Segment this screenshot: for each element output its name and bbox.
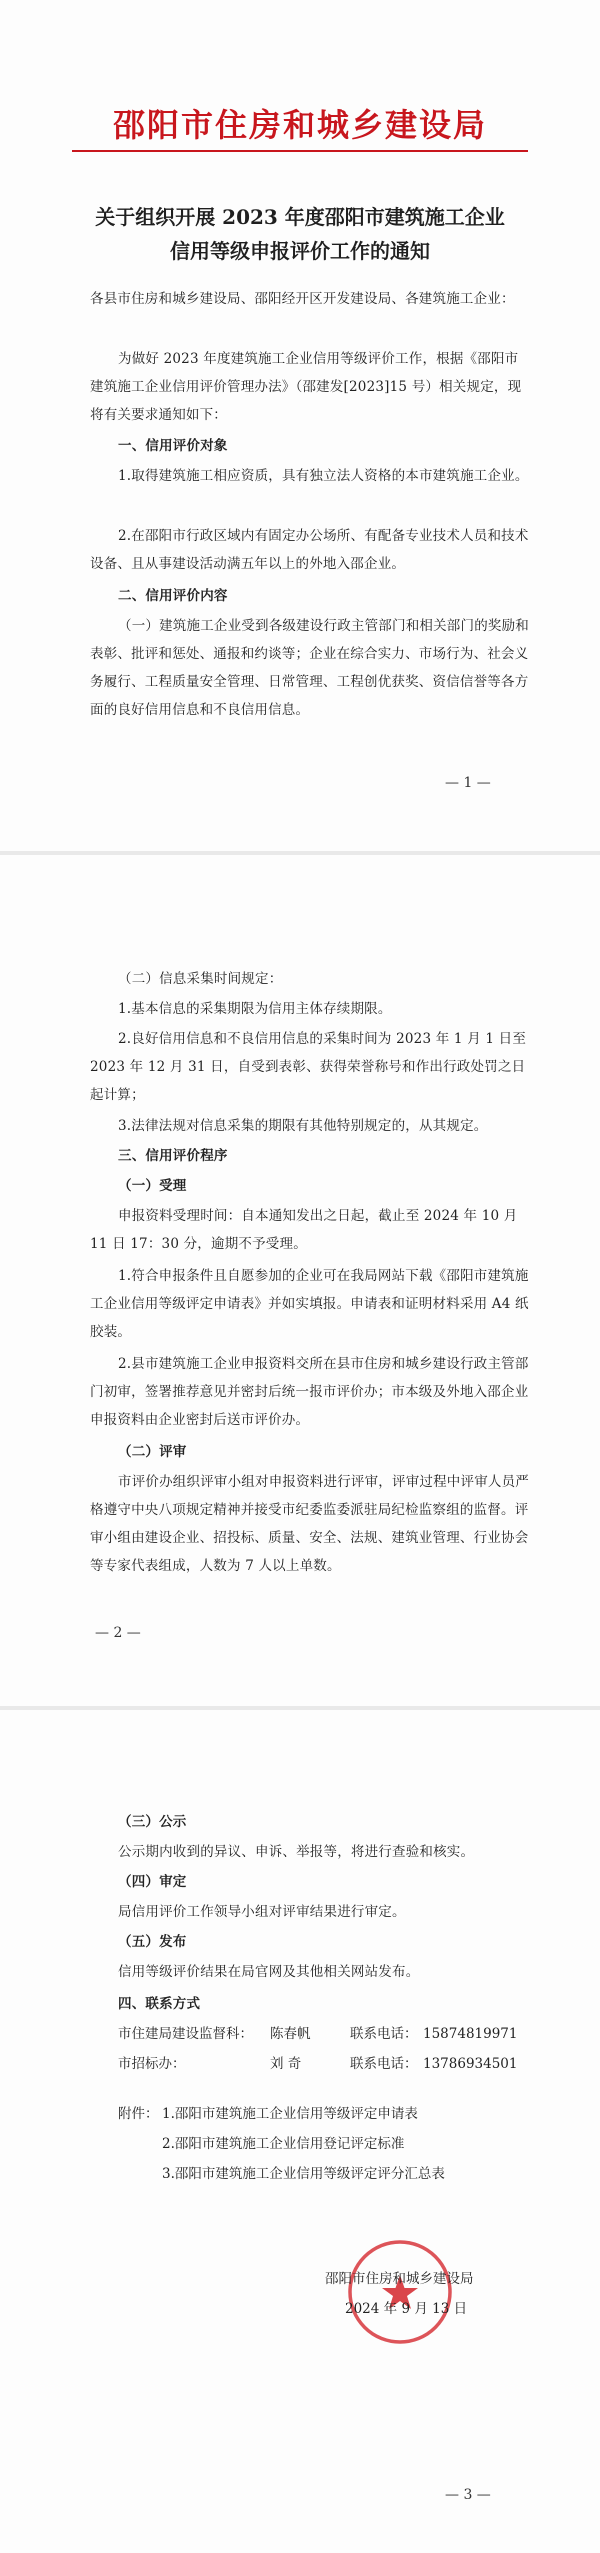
subsection-public: （三）公示 <box>118 1814 187 1830</box>
page-1 <box>0 0 600 851</box>
section-2-heading: 二、信用评价内容 <box>118 588 228 604</box>
attachment-item-2: 2.邵阳市建筑施工企业信用登记评定标准 <box>162 2136 405 2152</box>
signing-date: 2024 年 9 月 13 日 <box>345 2301 468 2317</box>
contact-phone-label: 联系电话： <box>350 2056 418 2072</box>
subsection-approve: （四）审定 <box>118 1874 187 1890</box>
signer-name: 邵阳市住房和城乡建设局 <box>325 2271 474 2287</box>
section-3-heading: 三、信用评价程序 <box>118 1148 228 1164</box>
approve-paragraph: 局信用评价工作领导小组对评审结果进行审定。 <box>118 1904 406 1920</box>
contact-phone: 13786934501 <box>423 2056 518 2072</box>
title-line-2: 信用等级申报评价工作的通知 <box>170 239 430 263</box>
page-number-3: — 3 — <box>445 2487 491 2503</box>
subsection-collection-time: （二）信息采集时间规定： <box>118 971 283 987</box>
section-1-item-1: 1.取得建筑施工相应资质，具有独立法人资格的本市建筑施工企业。 <box>118 468 529 484</box>
addressee: 各县市住房和城乡建设局、邵阳经开区开发建设局、各建筑施工企业： <box>90 291 515 307</box>
subsection-accept: （一）受理 <box>118 1178 187 1194</box>
attachment-item-3: 3.邵阳市建筑施工企业信用等级评定评分汇总表 <box>162 2166 445 2182</box>
title-line-1: 关于组织开展 2023 年度邵阳市建筑施工企业 <box>95 205 505 229</box>
accept-item-2: 2.县市建筑施工企业申报资料交所在县市住房和城乡建设行政主管部门初审，签署推荐意见并密封后统一报市评价办；市本级及外地入邵企业申报资料由企业密封后送市评价办。 <box>90 1356 529 1428</box>
collection-item-3: 3.法律法规对信息采集的期限有其他特别规定的，从其规定。 <box>118 1118 488 1134</box>
document-title <box>60 200 540 268</box>
contact-phone: 15874819971 <box>423 2026 518 2042</box>
intro-paragraph: 为做好 2023 年度建筑施工企业信用等级评价工作，根据《邵阳市建筑施工企业信用评价管理办法》（邵建发[2023]15 号）相关规定，现将有关要求通知如下： <box>90 351 522 423</box>
accept-item-1: 1.符合申报条件且自愿参加的企业可在我局网站下载《邵阳市建筑施工企业信用等级评定申请表》并如实填报。申请表和证明材料采用 A4 纸胶装。 <box>90 1268 529 1340</box>
contact-name: 刘 奇 <box>270 2056 302 2072</box>
attachments-label: 附件： <box>118 2106 159 2122</box>
page-number-2: — 2 — <box>95 1625 141 1641</box>
contact-name: 陈春帆 <box>270 2026 311 2042</box>
contact-phone-label: 联系电话： <box>350 2026 418 2042</box>
letterhead: 邵阳市住房和城乡建设局 <box>112 106 487 144</box>
section-2-paragraph: （一）建筑施工企业受到各级建设行政主管部门和相关部门的奖励和表彰、批评和惩处、通报和约谈等；企业在综合实力、市场行为、社会义务履行、工程质量安全管理、日常管理、工程创优获奖、资信信誉等各方面的良好信用信息和不良信用信息。 <box>90 618 529 718</box>
section-1-item-2: 2.在邵阳市行政区域内有固定办公场所、有配备专业技术人员和技术设备、且从事建设活动满五年以上的外地入邵企业。 <box>90 528 529 572</box>
subsection-review: （二）评审 <box>118 1444 187 1460</box>
section-4-heading: 四、联系方式 <box>118 1996 201 2012</box>
attachment-item-1: 1.邵阳市建筑施工企业信用等级评定申请表 <box>162 2106 418 2122</box>
review-paragraph: 市评价办组织评审小组对申报资料进行评审，评审过程中评审人员严格遵守中央八项规定精神并接受市纪委监委派驻局纪检监察组的监督。评审小组由建设企业、招投标、质量、安全、法规、建筑业管理、行业协会等专家代表组成，人数为 7 人以上单数。 <box>90 1474 529 1574</box>
section-1-heading: 一、信用评价对象 <box>118 438 228 454</box>
collection-item-2: 2.良好信用信息和不良信用信息的采集时间为 2023 年 1 月 1 日至 2023 年 12 月 31 日，自受到表彰、获得荣誉称号和作出行政处罚之日起计算； <box>90 1031 527 1103</box>
contact-role: 市招标办： <box>118 2056 186 2072</box>
contact-role: 市住建局建设监督科： <box>118 2026 253 2042</box>
public-paragraph: 公示期内收到的异议、申诉、举报等，将进行查验和核实。 <box>118 1844 475 1860</box>
contact-row <box>118 2020 558 2048</box>
publish-paragraph: 信用等级评价结果在局官网及其他相关网站发布。 <box>118 1964 420 1980</box>
red-divider-line <box>72 150 528 152</box>
contact-row <box>118 2050 558 2078</box>
subsection-publish: （五）发布 <box>118 1934 187 1950</box>
accept-paragraph: 申报资料受理时间：自本通知发出之日起，截止至 2024 年 10 月 11 日 17：30 分，逾期不予受理。 <box>90 1208 518 1252</box>
page-number-1: — 1 — <box>445 775 491 791</box>
collection-item-1: 1.基本信息的采集期限为信用主体存续期限。 <box>118 1001 392 1017</box>
